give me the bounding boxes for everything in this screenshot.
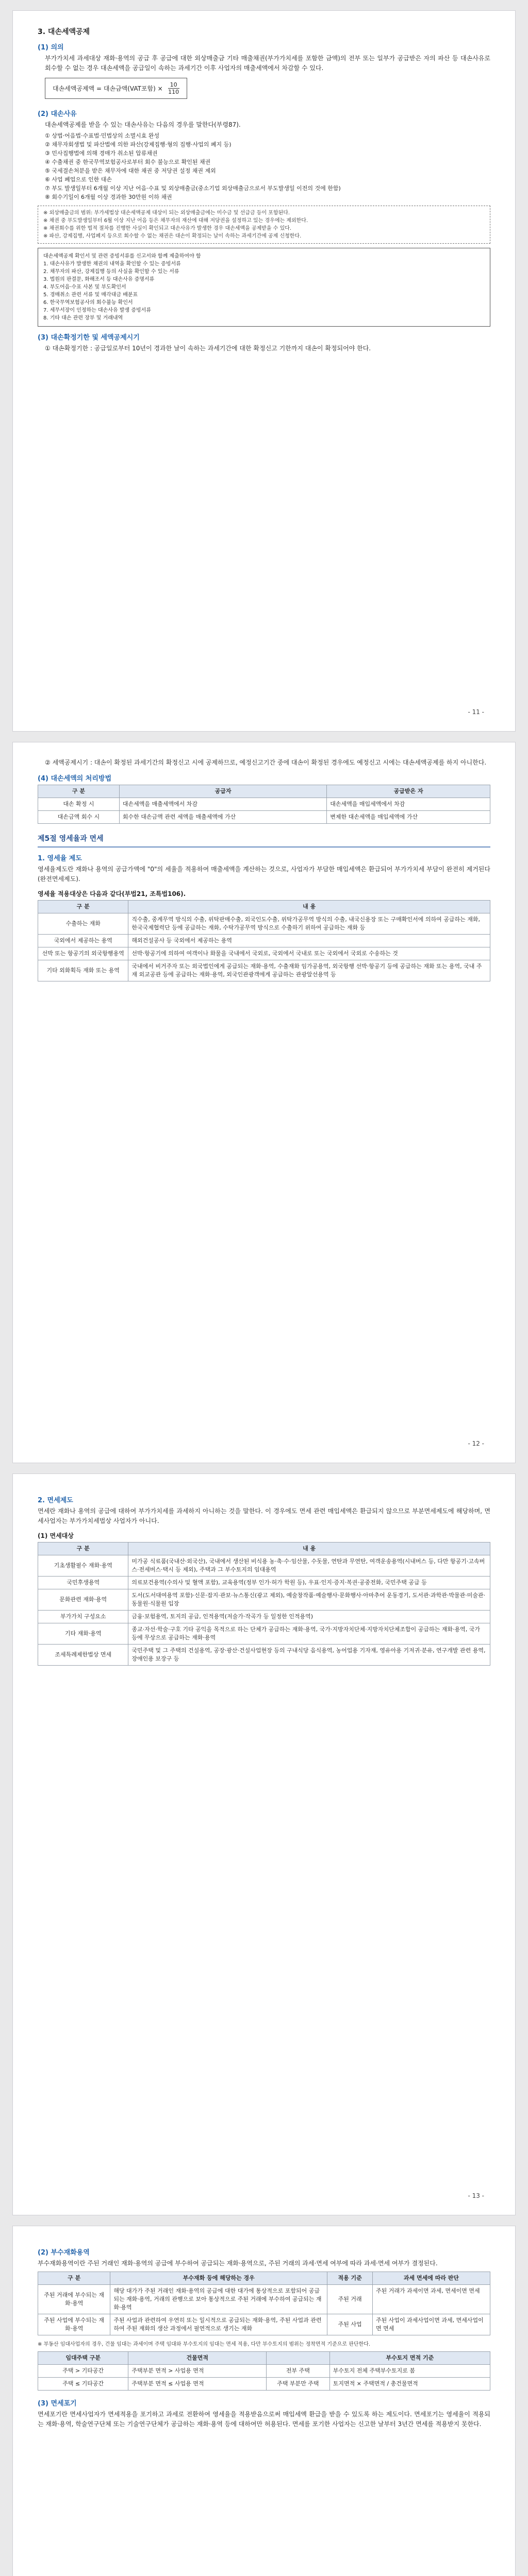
subsection-title: 2. 면세제도 — [38, 1497, 73, 1504]
paragraph: 면세포기란 면세사업자가 면세적용을 포기하고 과세로 전환하여 영세율을 적용받음으로써 매입세액 환급을 받을 수 있도록 하는 제도이다. 면세포기는 영세율이 적용되는 재화·용역, 학술연구단체 또는 기술연구단체가 공급하는 재화·용역 등에 대하여만 허용된다. 면세를 포기한 사업자는 신고한 날부터 3년간 면세를 적용받지 못한다. — [38, 2411, 490, 2428]
table-header: 임대주택 구분 — [38, 2352, 128, 2365]
table-cell: 부가가치 구성요소 — [38, 1611, 128, 1623]
exemption-table — [38, 1542, 490, 1666]
formula-box — [45, 78, 187, 99]
table-header: 내 용 — [128, 901, 490, 913]
paragraph: 면세란 재화나 용역의 공급에 대하여 부가가치세를 과세하지 아니하는 것을 말한다. 이 경우에도 면세 관련 매입세액은 환급되지 않으므로 부분면세제도에 해당하며, 면세사업자는 부가가치세법상 사업자가 아니다. — [38, 1507, 490, 1524]
table-cell: 기타 외화획득 재화 또는 용역 — [38, 960, 128, 981]
table-cell: 종교·자선·학술·구호 기타 공익을 목적으로 하는 단체가 공급하는 재화·용역, 국가·지방자치단체·지방자치단체조합이 공급하는 재화·용역, 국가 등에 무상으로 공급하는 재화·용역 — [128, 1623, 490, 1645]
box-line: 5. 경매취소 관련 서류 및 매각대금 배분표 — [43, 292, 138, 298]
table-cell: 선박·항공기에 의하여 여객이나 화물을 국내에서 국외로, 국외에서 국내로 또는 국외에서 국외로 수송하는 것 — [128, 947, 490, 960]
table-cell: 기타 재화·용역 — [38, 1623, 128, 1645]
page-number: - 11 - — [468, 708, 484, 716]
subsection-title: 1. 영세율 제도 — [38, 855, 82, 862]
table-header: 내 용 — [128, 1543, 490, 1555]
table-cell: 주택 부분만 주택 — [267, 2378, 330, 2391]
table-caption: 영세율 적용대상은 다음과 같다(부법21, 조특법106). — [38, 890, 186, 897]
table-header: 적용 기준 — [327, 2272, 373, 2285]
table-row — [38, 1555, 490, 1577]
list-item: ④ 수출채권 중 한국무역보험공사로부터 회수 불능으로 확인된 채권 — [45, 159, 211, 165]
table-cell: 도서(도서대여용역 포함)·신문·잡지·관보·뉴스통신(광고 제외), 예술창작품·예술행사·문화행사·아마추어 운동경기, 도서관·과학관·박물관·미술관·동물원·식물원 입장 — [128, 1589, 490, 1611]
table-cell: 주택부분 면적 ≤ 사업용 면적 — [128, 2378, 267, 2391]
table-cell: 주택 > 기타공간 — [38, 2365, 128, 2378]
table-cell: 주택부분 면적 > 사업용 면적 — [128, 2365, 267, 2378]
table-row — [38, 798, 490, 811]
box-line: 4. 부도어음·수표 사본 및 부도확인서 — [43, 284, 126, 290]
table-cell: 국민후생용역 — [38, 1577, 128, 1589]
table-cell: 대손세액을 매입세액에서 차감 — [327, 798, 490, 811]
table-row — [38, 913, 490, 935]
paragraph: 대손세액공제를 받을 수 있는 대손사유는 다음의 경우를 말한다(부령87). — [45, 121, 241, 128]
table-cell: 전부 주택 — [267, 2365, 330, 2378]
list-item: ⑥ 사업 폐업으로 인한 대손 — [45, 176, 112, 183]
reason-list — [38, 131, 490, 201]
paragraph: 부가가치세 과세대상 재화·용역의 공급 후 공급에 대한 외상매출금 기타 매출채권(부가가치세를 포함한 금액)의 전부 또는 일부가 공급받은 자의 파산 등 대손사유로 회수할 수 없는 경우 대손세액을 공급일이 속하는 과세기간 이후 사업자의 매출세액에서 차감할 수 있다. — [45, 55, 490, 72]
table-caption: (1) 면세대상 — [38, 1532, 74, 1539]
box-line: 6. 한국무역보험공사의 회수불능 확인서 — [43, 300, 133, 306]
table-cell: 국외에서 제공하는 용역 — [38, 935, 128, 947]
table-row — [38, 2365, 490, 2378]
table-header: 공급받은 자 — [327, 785, 490, 798]
note-paragraph: ※ 부동산 임대사업자의 경우, 건물 임대는 과세이며 주택 임대와 부수토지의 임대는 면세 적용, 다만 부수토지의 범위는 정착면적 기준으로 판단한다. — [38, 2342, 371, 2347]
table-cell: 변제한 대손세액을 매입세액에 가산 — [327, 811, 490, 824]
note-line: ※ 채권회수를 위한 법적 절차를 진행한 사실이 확인되고 대손사유가 발생한 경우 대손세액을 공제받을 수 있다. — [43, 226, 292, 231]
table-cell: 조세특례제한법상 면세 — [38, 1645, 128, 1666]
table-header: 구 분 — [38, 2272, 110, 2285]
section-title: 제5절 영세율과 면세 — [38, 829, 490, 848]
subsection-title: (3) 대손확정기한 및 세액공제시기 — [38, 334, 140, 342]
table-cell: 주된 사업 — [327, 2314, 373, 2335]
table-row — [38, 2285, 490, 2314]
table-header: 건물면적 — [128, 2352, 267, 2365]
table-cell: 금융·보험용역, 토지의 공급, 인적용역(저술가·작곡가 등 일정한 인적용역) — [128, 1611, 490, 1623]
list-item: ① 상법·어음법·수표법·민법상의 소멸시효 완성 — [45, 132, 160, 139]
table-cell: 선박 또는 항공기의 외국항행용역 — [38, 947, 128, 960]
document-page-14 — [12, 2226, 516, 2576]
document-page-12 — [12, 742, 516, 1463]
document-page-11 — [12, 10, 516, 732]
table-row — [38, 2378, 490, 2391]
list-item: ⑧ 회수기일이 6개월 이상 경과한 30만원 이하 채권 — [45, 194, 172, 200]
table-row — [38, 811, 490, 824]
table-cell: 대손금액 회수 시 — [38, 811, 120, 824]
table-cell: 해외건설공사 등 국외에서 제공하는 용역 — [128, 935, 490, 947]
table-cell: 직수출, 중계무역 방식의 수출, 위탁판매수출, 외국인도수출, 위탁가공무역 방식의 수출, 내국신용장 또는 구매확인서에 의하여 공급하는 재화, 한국국제협력단 등에 공급하는 재화, 수탁가공무역 방식으로 수출하기 위하여 공급하는 재화 등 — [128, 913, 490, 935]
box-line: 3. 법원의 판결문, 화해조서 등 대손사유 증명서류 — [43, 277, 155, 282]
table-header: 과세 면세에 따라 판단 — [372, 2272, 490, 2285]
subsection-title: (4) 대손세액의 처리방법 — [38, 775, 112, 783]
table-row — [38, 1623, 490, 1645]
table-row — [38, 1611, 490, 1623]
table-row — [38, 2314, 490, 2335]
box-line: 2. 채무자의 파산, 강제집행 등의 사실을 확인할 수 있는 서류 — [43, 269, 179, 275]
table-cell: 주된 거래에 부수되는 재화·용역 — [38, 2285, 110, 2314]
table-cell: 기초생활필수 재화·용역 — [38, 1555, 128, 1577]
housing-table — [38, 2351, 490, 2391]
table-cell: 국내에서 비거주자 또는 외국법인에게 공급되는 재화·용역, 수출재화 임가공용역, 외국항행 선박·항공기 등에 공급하는 재화 또는 용역, 국내 주재 외교공관 등에 공급하는 재화·용역, 외국인관광객에게 공급하는 관광알선용역 등 — [128, 960, 490, 981]
table-cell: 주된 사업이 과세사업이면 과세, 면세사업이면 면세 — [372, 2314, 490, 2335]
table-row — [38, 947, 490, 960]
table-cell: 주된 거래가 과세이면 과세, 면세이면 면세 — [372, 2285, 490, 2314]
table-cell: 주된 사업과 관련하여 우연히 또는 일시적으로 공급되는 재화·용역, 주된 사업과 관련하여 주된 재화의 생산 과정에서 필연적으로 생기는 재화 — [110, 2314, 327, 2335]
ancillary-table — [38, 2272, 490, 2335]
table-header: 구 분 — [38, 785, 120, 798]
table-cell: 회수한 대손금액 관련 세액을 매출세액에 가산 — [119, 811, 326, 824]
paragraph: 영세율제도란 재화나 용역의 공급가액에 "0"의 세율을 적용하여 매출세액을 계산하는 것으로, 사업자가 부담한 매입세액은 환급되어 부가가치세 부담이 완전히 제거된다(완전면세제도). — [38, 866, 490, 883]
list-item: ⑤ 국세결손처분을 받은 채무자에 대한 채권 중 저당권 설정 채권 제외 — [45, 167, 216, 174]
paragraph: ② 세액공제시기 : 대손이 확정된 과세기간의 확정신고 시에 공제하므로, 예정신고기간 중에 대손이 확정된 경우에도 예정신고 시에는 대손세액공제를 하지 아니한다. — [45, 759, 487, 766]
table-row — [38, 1589, 490, 1611]
paragraph: 부수재화용역이란 주된 거래인 재화·용역의 공급에 부수하여 공급되는 재화·용역으로, 주된 거래의 과세·면세 여부에 따라 과세·면세 여부가 결정된다. — [38, 2260, 438, 2267]
table-cell: 해당 대가가 주된 거래인 재화·용역의 공급에 대한 대가에 통상적으로 포함되어 공급되는 재화·용역, 거래의 관행으로 보아 통상적으로 주된 거래에 부수하여 공급되는 재화·용역 — [110, 2285, 327, 2314]
table-cell: 주된 거래 — [327, 2285, 373, 2314]
table-row — [38, 1645, 490, 1666]
note-box — [38, 206, 490, 244]
table-cell: 대손 확정 시 — [38, 798, 120, 811]
table-row — [38, 1577, 490, 1589]
formula-fraction — [168, 81, 179, 95]
table-header: 부수재화 등에 해당하는 경우 — [110, 2272, 327, 2285]
table-header: 부수토지 면적 기준 — [329, 2352, 490, 2365]
table-header — [267, 2352, 330, 2365]
list-item: ⑦ 부도 발생일부터 6개월 이상 지난 어음·수표 및 외상매출금(중소기업 외상매출금으로서 부도발생일 이전의 것에 한함) — [45, 185, 341, 192]
table-header: 공급자 — [119, 785, 326, 798]
table-cell: 토지면적 × 주택면적 / 총건물면적 — [329, 2378, 490, 2391]
page-number: - 13 - — [468, 2192, 484, 2199]
bad-debt-table — [38, 785, 490, 824]
table-cell: 미가공 식료품(국내산·외국산), 국내에서 생산된 비식용 농·축·수·임산물, 수돗물, 연탄과 무연탄, 여객운송용역(시내버스 등, 다만 항공기·고속버스·전세버스·택시 등 제외), 주택과 그 부수토지의 임대용역 — [128, 1555, 490, 1577]
evidence-box — [38, 248, 490, 327]
table-header: 구 분 — [38, 901, 128, 913]
table-cell: 국민주택 및 그 주택의 건설용역, 공장·광산·건설사업현장 등의 구내식당 음식용역, 농어업용 기자재, 영유아용 기저귀·분유, 연구개발 관련 용역, 장애인용 보장구 등 — [128, 1645, 490, 1666]
section-heading: 3. 대손세액공제 — [38, 28, 90, 36]
note-line: ※ 외상매출금의 범위: 부가세법상 대손세액공제 대상이 되는 외상매출금에는 미수금 및 선급금 등이 포함된다. — [43, 210, 290, 216]
fraction-numerator: 10 — [168, 81, 179, 89]
subsection-title: (2) 부수재화용역 — [38, 2249, 90, 2257]
zero-rate-table — [38, 900, 490, 981]
box-line: 1. 대손사유가 발생한 채권의 내역을 확인할 수 있는 증빙서류 — [43, 261, 181, 267]
box-line: 7. 세무서장이 인정하는 대손사유 발생 증빙서류 — [43, 308, 151, 313]
list-item: ② 채무자회생법 및 파산법에 의한 파산(강제집행·형의 집행·사업의 폐지 등) — [45, 141, 232, 148]
table-header: 구 분 — [38, 1543, 128, 1555]
note-line: ※ 채권 중 부도발생일부터 6월 이상 지난 어음 등은 채무자의 재산에 대해 저당권을 설정하고 있는 경우에는 제외한다. — [43, 218, 308, 224]
table-row — [38, 960, 490, 981]
table-row — [38, 935, 490, 947]
formula-lhs: 대손세액공제액 = 대손금액(VAT포함) × — [53, 85, 163, 92]
fraction-denominator: 110 — [168, 89, 179, 95]
table-cell: 주된 사업에 부수되는 재화·용역 — [38, 2314, 110, 2335]
page-number: - 12 - — [468, 1440, 484, 1447]
table-cell: 부수토지 전체 주택부수토지로 봄 — [329, 2365, 490, 2378]
list-item: ③ 민사집행법에 의해 경매가 취소된 압류채권 — [45, 150, 158, 157]
subsection-title: (3) 면세포기 — [38, 2400, 77, 2408]
note-line: ※ 파산, 강제집행, 사업폐지 등으로 회수할 수 없는 채권은 대손이 확정되는 날이 속하는 과세기간에 공제 신청한다. — [43, 233, 302, 239]
table-cell: 문화관련 재화·용역 — [38, 1589, 128, 1611]
box-line: 대손세액공제 확인서 및 관련 증빙서류를 신고서와 함께 제출하여야 함 — [43, 253, 201, 259]
document-page-13 — [12, 1473, 516, 2215]
paragraph: ① 대손확정기한 : 공급일로부터 10년이 경과한 날이 속하는 과세기간에 대한 확정신고 기한까지 대손이 확정되어야 한다. — [45, 345, 371, 352]
table-cell: 대손세액을 매출세액에서 차감 — [119, 798, 326, 811]
table-cell: 수출하는 재화 — [38, 913, 128, 935]
table-cell: 주택 ≤ 기타공간 — [38, 2378, 128, 2391]
subsection-title: (2) 대손사유 — [38, 110, 77, 118]
box-line: 8. 기타 대손 관련 장부 및 거래내역 — [43, 315, 123, 321]
subsection-title: (1) 의의 — [38, 44, 64, 52]
table-cell: 의료보건용역(수의사 및 혈액 포함), 교육용역(정부 인가·허가 학원 등), 우표·인지·증지·복권·공중전화, 국민주택 공급 등 — [128, 1577, 490, 1589]
